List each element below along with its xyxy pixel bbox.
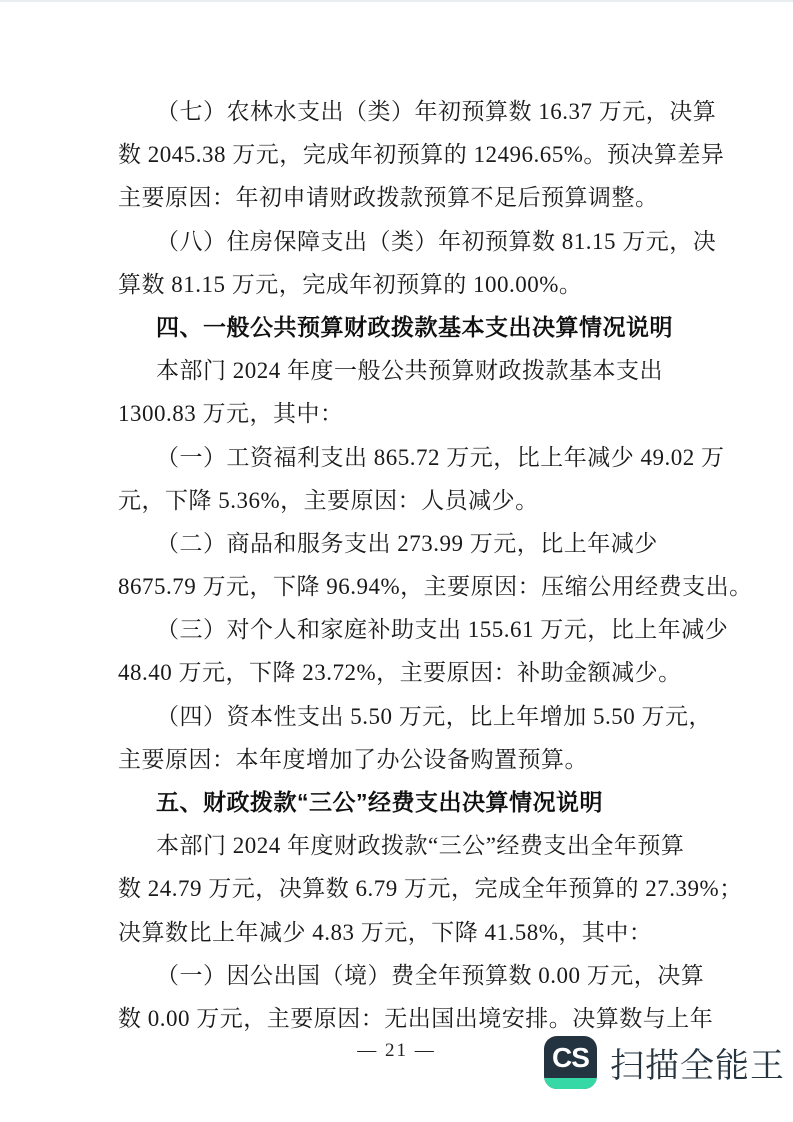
text-line: 算数 81.15 万元，完成年初预算的 100.00%。 [118,271,583,297]
logo-cs-letters: CS [552,1042,589,1073]
document-body-text [118,90,753,1040]
text-line: （一）因公出国（境）费全年预算数 0.00 万元，决算 [156,962,705,988]
text-line: 主要原因：年初申请财政拨款预算不足后预算调整。 [118,185,659,211]
text-line: （三）对个人和家庭补助支出 155.61 万元，比上年减少 [156,617,729,643]
text-line: 48.40 万元，下降 23.72%，主要原因：补助金额减少。 [118,660,682,686]
text-line: （四）资本性支出 5.50 万元，比上年增加 5.50 万元， [156,703,712,729]
text-line: 数 24.79 万元，决算数 6.79 万元，完成全年预算的 27.39%； [118,876,743,902]
text-line: 本部门 2024 年度一般公共预算财政拨款基本支出 [156,358,663,384]
section-heading: 五、财政拨款“三公”经费支出决算情况说明 [156,789,603,815]
text-line: 决算数比上年减少 4.83 万元，下降 41.58%，其中： [118,919,653,945]
scan-edge-artifact [0,0,793,2]
text-line: 1300.83 万元，其中： [118,401,344,427]
text-line: 数 0.00 万元，主要原因：无出国出境安排。决算数与上年 [118,1005,714,1031]
text-line: （二）商品和服务支出 273.99 万元，比上年减少 [156,530,658,556]
text-line: （八）住房保障支出（类）年初预算数 81.15 万元，决 [156,228,717,254]
text-line: 8675.79 万元，下降 96.94%，主要原因：压缩公用经费支出。 [118,574,753,600]
section-heading: 四、一般公共预算财政拨款基本支出决算情况说明 [156,313,673,340]
text-line: 元，下降 5.36%，主要原因：人员减少。 [118,487,539,513]
camscanner-watermark [544,1036,785,1089]
logo-accent-strip [544,1078,597,1089]
text-line: 本部门 2024 年度财政拨款“三公”经费支出全年预算 [156,833,685,859]
text-line: （一）工资福利支出 865.72 万元，比上年减少 49.02 万 [156,444,725,470]
camscanner-brand-name: 扫描全能王 [610,1047,785,1085]
text-line: 主要原因：本年度增加了办公设备购置预算。 [118,746,588,772]
text-line: 数 2045.38 万元，完成年初预算的 12496.65%。预决算差异 [118,142,725,168]
camscanner-logo-icon [544,1036,597,1089]
page-number: — 21 — [357,1040,436,1061]
text-line: （七）农林水支出（类）年初预算数 16.37 万元，决算 [156,99,717,124]
